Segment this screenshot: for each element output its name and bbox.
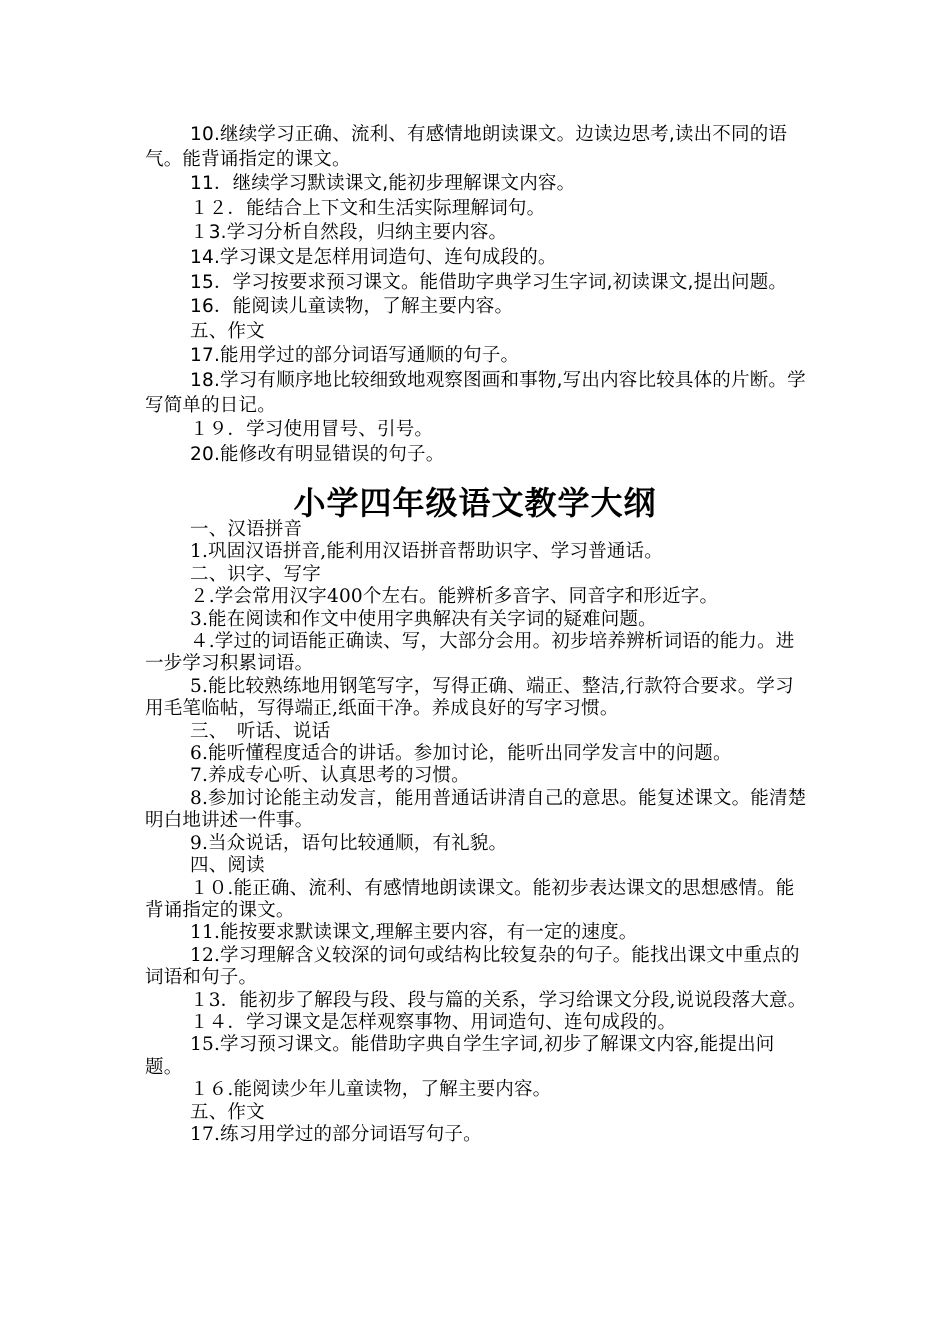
section-heading: 四、阅读 — [190, 855, 265, 877]
section-heading: 一、汉语拼音 — [190, 519, 303, 540]
paragraph: 1.巩固汉语拼音,能利用汉语拼音帮助识字、学习普通话。 — [190, 541, 663, 563]
paragraph: 17.练习用学过的部分词语写句子。 — [190, 1123, 482, 1145]
paragraph: １２．能结合上下文和生活实际理解词句。 — [190, 197, 546, 219]
paragraph: 17.能用学过的部分词语写通顺的句子。 — [190, 345, 520, 367]
paragraph: 18.学习有顺序地比较细致地观察图画和事物,写出内容比较具体的片断。学写简单的日记。 — [145, 369, 806, 416]
paragraph: 9.当众说话，语句比较通顺，有礼貌。 — [190, 832, 508, 854]
paragraph: 8.参加讨论能主动发言，能用普通话讲清自己的意思。能复述课文。能清楚明白地讲述一件事。 — [145, 787, 807, 832]
paragraph: １９．学习使用冒号、引号。 — [190, 419, 434, 441]
document-title: 小学四年级语文教学大纲 — [293, 484, 657, 522]
paragraph: 6.能听懂程度适合的讲话。参加讨论，能听出同学发言中的问题。 — [190, 743, 732, 765]
paragraph: 11．继续学习默读课文,能初步理解课文内容。 — [190, 173, 576, 195]
paragraph: １４．学习课文是怎样观察事物、用词造句、连句成段的。 — [190, 1011, 677, 1033]
section-heading: 五、作文 — [190, 320, 265, 342]
paragraph: 11.能按要求默读课文,理解主要内容，有一定的速度。 — [190, 922, 638, 944]
paragraph: ４.学过的词语能正确读、写，大部分会用。初步培养辨析词语的能力。进一步学习积累词语。 — [145, 631, 795, 675]
section-heading: 五、作文 — [190, 1101, 265, 1123]
paragraph: 3.能在阅读和作文中使用字典解决有关字词的疑难问题。 — [190, 608, 657, 630]
section-heading: 三、 听话、说话 — [190, 720, 331, 742]
paragraph: 16．能阅读儿童读物，了解主要内容。 — [190, 296, 514, 318]
paragraph: １3.学习分析自然段，归纳主要内容。 — [190, 222, 508, 244]
section-heading: 二、识字、写字 — [190, 563, 321, 585]
paragraph: 15.学习预习课文。能借助字典自学生字词,初步了解课文内容,能提出问题。 — [145, 1034, 775, 1078]
paragraph: １０.能正确、流利、有感情地朗读课文。能初步表达课文的思想感情。能背诵指定的课文。 — [145, 877, 795, 921]
paragraph: 7.养成专心听、认真思考的习惯。 — [190, 765, 470, 787]
section-grade3-outline-tail — [145, 123, 810, 467]
paragraph: １６.能阅读少年儿童读物，了解主要内容。 — [190, 1079, 552, 1101]
paragraph: １3．能初步了解段与段、段与篇的关系，学习给课文分段,说说段落大意。 — [190, 989, 807, 1011]
paragraph: 5.能比较熟练地用钢笔写字，写得正确、端正、整洁,行款符合要求。学习用毛笔临帖，写得端正,纸面干净。养成良好的写字习惯。 — [145, 675, 794, 720]
paragraph: 20.能修改有明显错误的句子。 — [190, 443, 445, 465]
paragraph: 10.继续学习正确、流利、有感情地朗读课文。边读边思考,读出不同的语气。能背诵指定的课文。 — [145, 124, 788, 170]
paragraph: 15．学习按要求预习课文。能借助字典学习生字词,初读课文,提出问题。 — [190, 271, 788, 293]
paragraph: 14.学习课文是怎样用词造句、连句成段的。 — [190, 246, 557, 268]
paragraph: 12.学习理解含义较深的词句或结构比较复杂的句子。能找出课文中重点的词语和句子。 — [145, 944, 800, 989]
section-grade4-outline — [145, 519, 810, 1146]
paragraph: ２.学会常用汉字400个左右。能辨析多音字、同音字和形近字。 — [190, 586, 719, 608]
